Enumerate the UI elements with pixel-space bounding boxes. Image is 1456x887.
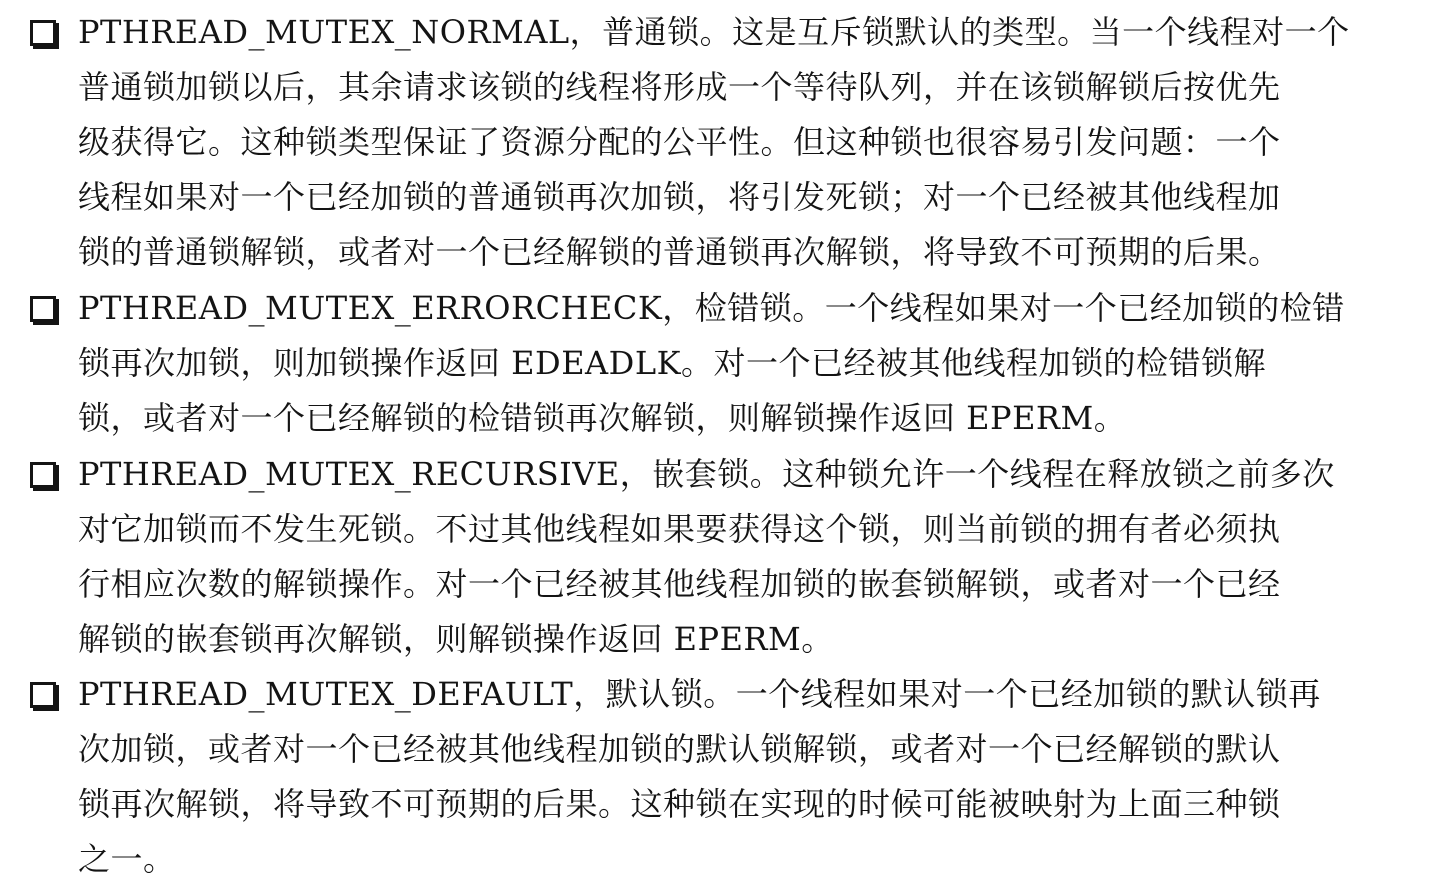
- text-line: 线程如果对一个已经加锁的普通锁再次加锁，将引发死锁；对一个已经被其他线程加: [78, 178, 1281, 216]
- checkbox-bullet-icon: [30, 296, 56, 322]
- text-line: PTHREAD_MUTEX_DEFAULT，默认锁。一个线程如果对一个已经加锁的默认锁再: [78, 675, 1321, 713]
- text-line: 锁的普通锁解锁，或者对一个已经解锁的普通锁再次解锁，将导致不可预期的后果。: [78, 233, 1281, 271]
- text-line: 锁再次解锁，将导致不可预期的后果。这种锁在实现的时候可能被映射为上面三种锁: [78, 785, 1281, 823]
- text-line: 普通锁加锁以后，其余请求该锁的线程将形成一个等待队列，并在该锁解锁后按优先: [78, 68, 1281, 106]
- text-line: 锁，或者对一个已经解锁的检错锁再次解锁，则解锁操作返回 EPERM。: [78, 399, 1127, 437]
- text-line: PTHREAD_MUTEX_NORMAL，普通锁。这是互斥锁默认的类型。当一个线程对一个: [78, 13, 1350, 51]
- text-line: 锁再次加锁，则加锁操作返回 EDEADLK。对一个已经被其他线程加锁的检错锁解: [78, 344, 1266, 382]
- text-line: 次加锁，或者对一个已经被其他线程加锁的默认锁解锁，或者对一个已经解锁的默认: [78, 730, 1281, 768]
- text-line: 行相应次数的解锁操作。对一个已经被其他线程加锁的嵌套锁解锁，或者对一个已经: [78, 565, 1281, 603]
- text-line: PTHREAD_MUTEX_RECURSIVE，嵌套锁。这种锁允许一个线程在释放锁之前多次: [78, 455, 1335, 493]
- text-line: PTHREAD_MUTEX_ERRORCHECK，检错锁。一个线程如果对一个已经加锁的检错: [78, 289, 1345, 327]
- checkbox-bullet-icon: [30, 462, 56, 488]
- text-line: 级获得它。这种锁类型保证了资源分配的公平性。但这种锁也很容易引发问题：一个: [78, 123, 1281, 161]
- checkbox-bullet-icon: [30, 682, 56, 708]
- text-line: 之一。: [78, 840, 176, 878]
- checkbox-bullet-icon: [30, 20, 56, 46]
- text-line: 对它加锁而不发生死锁。不过其他线程如果要获得这个锁，则当前锁的拥有者必须执: [78, 510, 1281, 548]
- text-line: 解锁的嵌套锁再次解锁，则解锁操作返回 EPERM。: [78, 620, 834, 658]
